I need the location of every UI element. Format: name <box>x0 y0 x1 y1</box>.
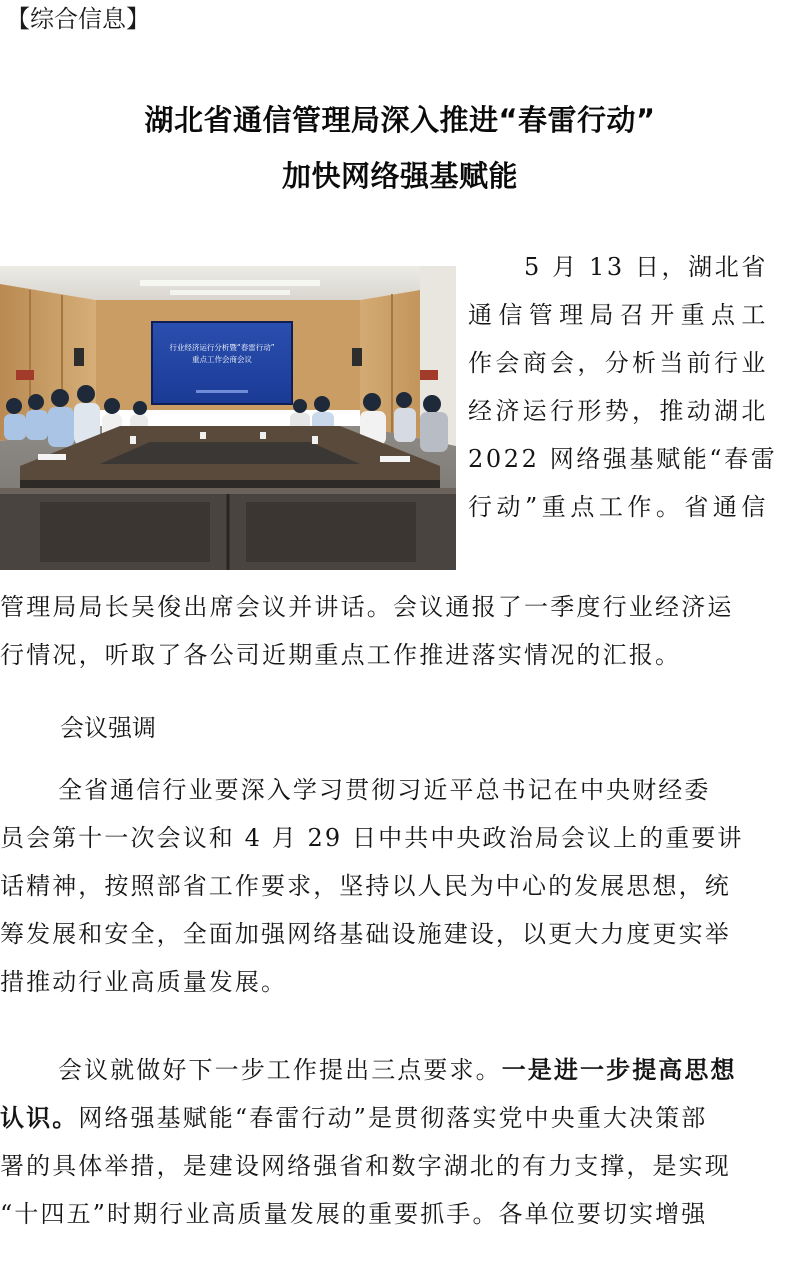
intro-line: 5 月 13 日，湖北省 <box>524 253 768 281</box>
intro-line: 2022 网络强基赋能“春雷 <box>468 445 778 473</box>
section-tag: 【综合信息】 <box>6 5 150 33</box>
intro-right-column <box>468 243 778 531</box>
body-line: 管理局局长吴俊出席会议并讲话。会议通报了一季度行业经济运 <box>0 593 734 621</box>
paragraph-3 <box>0 1046 772 1238</box>
intro-line: 经济运行形势，推动湖北 <box>468 397 768 425</box>
first-requirement-bold: 一是进一步提高思想 <box>501 1055 737 1084</box>
body-line: 行情况，听取了各公司近期重点工作推进落实情况的汇报。 <box>0 641 682 669</box>
intro-paragraph-continued <box>0 583 772 679</box>
first-requirement-text: 网络强基赋能“春雷行动”是贯彻落实党中央重大决策部 <box>78 1104 708 1132</box>
screen-text-1: 行业经济运行分析暨“春雷行动” <box>169 343 275 352</box>
paragraph-2 <box>0 766 772 1006</box>
requirements-intro: 会议就做好下一步工作提出三点要求。 <box>58 1056 502 1084</box>
body-line: 筹发展和安全，全面加强网络基础设施建设，以更大力度更实举 <box>0 920 731 948</box>
intro-line: 通信管理局召开重点工 <box>468 301 768 329</box>
intro-line: 行动”重点工作。省通信 <box>468 493 768 521</box>
screen-text-2: 重点工作会商会议 <box>192 355 252 364</box>
meeting-photo <box>0 266 456 570</box>
article-title-line-1: 湖北省通信管理局深入推进“春雷行动” <box>144 103 656 137</box>
article-title-line-2: 加快网络强基赋能 <box>281 159 518 193</box>
intro-line: 作会商会，分析当前行业 <box>468 349 768 377</box>
body-line: 全省通信行业要深入学习贯彻习近平总书记在中央财经委 <box>58 776 711 804</box>
first-requirement-bold-end: 认识。 <box>0 1103 79 1132</box>
body-line <box>0 1094 772 1142</box>
body-line: 话精神，按照部省工作要求，坚持以人民为中心的发展思想，统 <box>0 872 731 900</box>
body-line: 措推动行业高质量发展。 <box>0 968 288 996</box>
body-line: 员会第十一次会议和 4 月 29 日中共中央政治局会议上的重要讲 <box>0 824 744 852</box>
body-line <box>0 1046 772 1094</box>
emphasis-heading: 会议强调 <box>60 714 156 742</box>
body-line: “十四五”时期行业高质量发展的重要抓手。各单位要切实增强 <box>0 1200 708 1228</box>
body-line: 署的具体举措，是建设网络强省和数字湖北的有力支撑，是实现 <box>0 1152 731 1180</box>
